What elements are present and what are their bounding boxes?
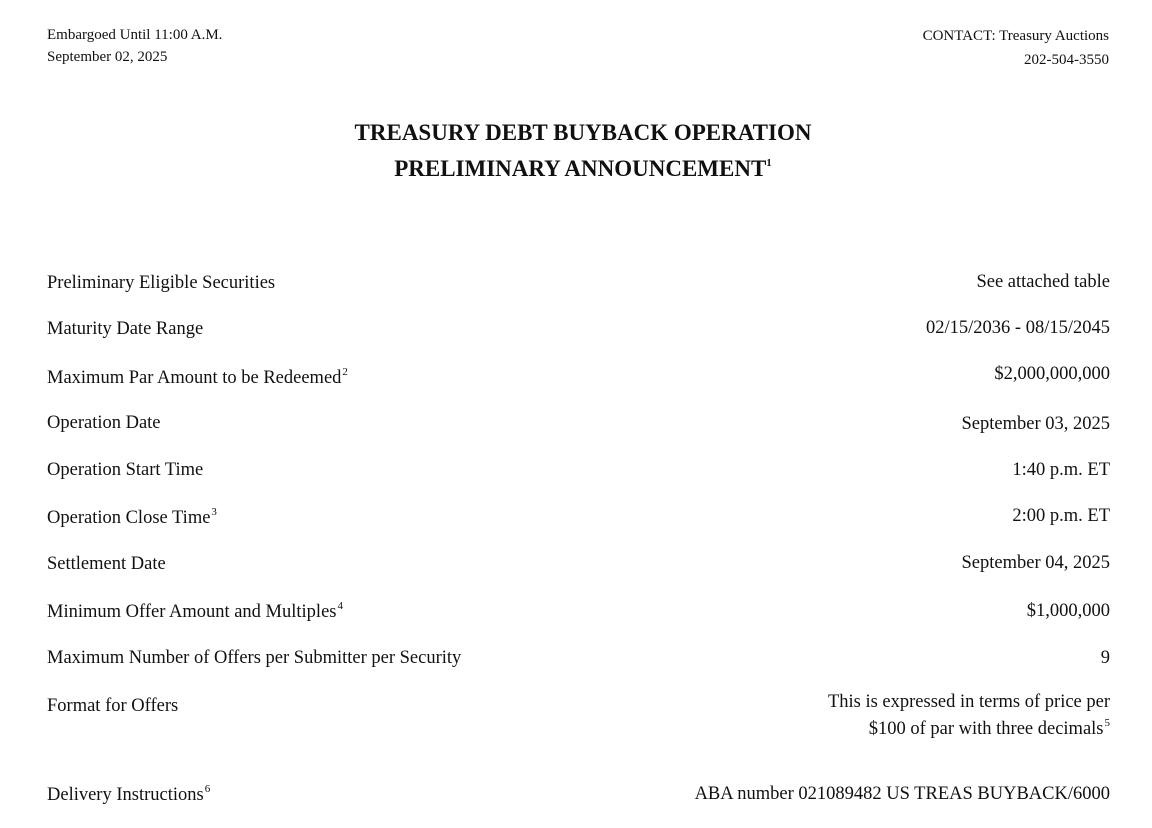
footnote-marker: 2 — [342, 366, 348, 378]
row-label-eligible-securities: Preliminary Eligible Securities — [47, 273, 276, 293]
row-label-format-for-offers: Format for Offers — [47, 696, 179, 716]
row-label-maturity-date-range: Maturity Date Range — [47, 319, 204, 339]
row-label-operation-close-time: Operation Close Time$^3$ — [47, 506, 217, 528]
row-value-settlement-date: September 04, 2025 — [961, 553, 1110, 573]
row-label-delivery-instructions: Delivery Instructions$^6$ — [47, 783, 211, 805]
footnote-marker: 6 — [204, 783, 211, 795]
row-value-operation-close-time: 2:00 p.m. ET — [1012, 506, 1110, 526]
contact-text: CONTACT: Treasury Auctions — [922, 28, 1109, 44]
release-date: September 02, 2025 — [47, 49, 168, 65]
row-value-eligible-securities: See attached table — [976, 272, 1110, 292]
row-value-maturity-date-range: 02/15/2036 - 08/15/2045 — [926, 318, 1110, 338]
embargo-text: Embargoed Until 11:00 A.M. — [47, 27, 223, 43]
footnote-marker: 5 — [1104, 717, 1110, 729]
document-title — [0, 115, 1152, 187]
format-line-2: $100 of par with three decimals$^5$ — [868, 717, 1110, 739]
format-line-1: This is expressed in terms of price per — [827, 692, 1110, 712]
title-line-1: TREASURY DEBT BUYBACK OPERATION — [354, 120, 812, 145]
row-label-operation-date: Operation Date — [47, 413, 161, 433]
title-line-2 — [0, 151, 1152, 187]
contact-header — [923, 24, 1109, 72]
footnote-marker: 4 — [337, 600, 343, 612]
contact-phone: 202-504-3550 — [1024, 52, 1109, 68]
embargo-header — [47, 24, 222, 68]
row-value-operation-start-time: 1:40 p.m. ET — [1012, 460, 1110, 480]
row-label-minimum-offer-amount: Minimum Offer Amount and Multiples$^4$ — [47, 600, 343, 622]
row-value-format-for-offers — [828, 689, 1110, 743]
title-line-2-text: PRELIMINARY ANNOUNCEMENT — [394, 156, 767, 181]
row-label-max-offers: Maximum Number of Offers per Submitter per Security — [47, 648, 462, 668]
row-value-max-offers: 9 — [1100, 648, 1110, 668]
row-label-operation-start-time: Operation Start Time — [47, 460, 204, 480]
row-value-operation-date: September 03, 2025 — [961, 414, 1110, 434]
footnote-marker: 3 — [211, 506, 217, 518]
row-value-max-par-amount: $2,000,000,000 — [994, 364, 1110, 384]
row-label-max-par-amount: Maximum Par Amount to be Redeemed$^2$ — [47, 366, 348, 388]
row-value-delivery-instructions: ABA number 021089482 US TREAS BUYBACK/6000 — [694, 784, 1110, 804]
row-value-minimum-offer-amount: $1,000,000 — [1026, 601, 1110, 621]
title-footnote-marker: 1 — [766, 157, 772, 169]
row-label-settlement-date: Settlement Date — [47, 554, 166, 574]
